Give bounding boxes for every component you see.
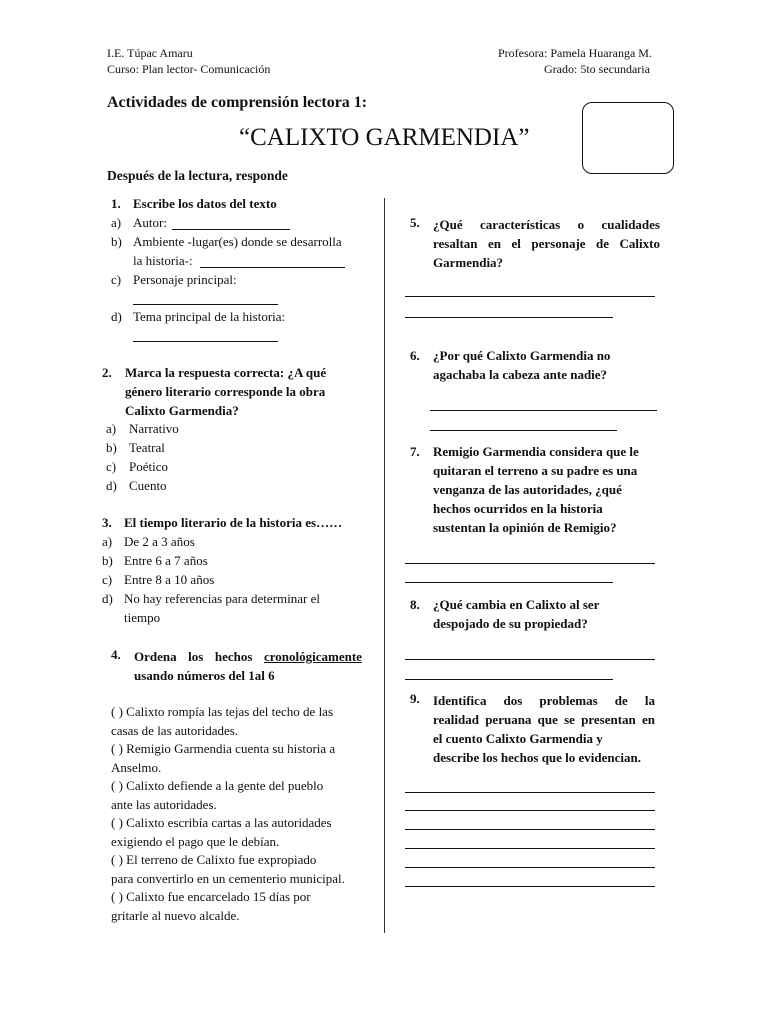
q5-word: personaje — [531, 236, 586, 251]
q7-number: 7. — [410, 444, 420, 459]
q8-text-1: ¿Qué cambia en Calixto al ser — [433, 597, 600, 612]
course-name: Curso: Plan lector- Comunicación — [107, 62, 271, 76]
answer-line[interactable] — [200, 267, 345, 268]
q3-option-letter: c) — [102, 572, 113, 587]
q5-word: de — [596, 236, 610, 251]
q7-text-5: sustentan la opinión de Remigio? — [433, 520, 617, 535]
q3-number: 3. — [102, 515, 112, 530]
q9-text-3: el cuento Calixto Garmendia y — [433, 731, 603, 746]
q5-word: cualidades — [601, 217, 660, 232]
order-item-cont: exigiendo el pago que le debían. — [111, 833, 280, 849]
order-item[interactable]: ( ) El terreno de Calixto fue expropiado — [111, 852, 317, 867]
column-divider — [384, 198, 385, 933]
answer-line[interactable] — [405, 848, 655, 849]
q5-text — [433, 215, 660, 272]
answer-line[interactable] — [133, 341, 278, 342]
answer-line[interactable] — [405, 563, 655, 564]
q4-word-underlined: cronológicamente — [264, 649, 362, 664]
q1-a-label: Autor: — [133, 215, 167, 230]
q6-text-2: agachaba la cabeza ante nadie? — [433, 367, 608, 382]
q3-text: El tiempo literario de la historia es…… — [124, 515, 343, 530]
q9-word: la — [644, 693, 655, 708]
q9-word: se — [564, 712, 575, 727]
q2-option-text[interactable]: Teatral — [129, 440, 165, 455]
order-item-cont: gritarle al nuevo alcalde. — [111, 907, 240, 923]
q2-option-letter: c) — [106, 459, 117, 474]
q4-word: los — [188, 649, 204, 664]
q3-option-text[interactable]: De 2 a 3 años — [124, 534, 195, 549]
q3-option-text[interactable]: No hay referencias para determinar el — [124, 591, 320, 606]
q2-text-2: género literario corresponde la obra — [125, 384, 326, 399]
answer-line[interactable] — [405, 317, 613, 318]
answer-line[interactable] — [405, 659, 655, 660]
q1-b-letter: b) — [111, 234, 122, 249]
q4-word: Ordena — [134, 649, 177, 664]
q5-word: en — [488, 236, 502, 251]
answer-line[interactable] — [405, 886, 655, 887]
answer-line[interactable] — [430, 410, 657, 411]
answer-line[interactable] — [405, 829, 655, 830]
order-item-cont: Anselmo. — [111, 759, 162, 775]
answer-line[interactable] — [405, 296, 655, 297]
q4-word: hechos — [214, 649, 253, 664]
q5-word: Calixto — [619, 236, 660, 251]
order-item[interactable]: ( ) Calixto rompía las tejas del techo de las — [111, 704, 334, 719]
q8-text-2: despojado de su propiedad? — [433, 616, 588, 631]
q9-text — [433, 691, 655, 767]
q4-items — [111, 703, 345, 925]
order-item-cont: casas de las autoridades. — [111, 722, 239, 738]
answer-line[interactable] — [133, 304, 278, 305]
q9-word: realidad — [433, 712, 479, 727]
answer-line[interactable] — [172, 229, 290, 230]
q2-number: 2. — [102, 365, 112, 380]
instruction-text: Después de la lectura, responde — [107, 168, 288, 183]
q2-option-text[interactable]: Narrativo — [129, 421, 179, 436]
q9-word: dos — [503, 693, 523, 708]
teacher-name: Profesora: Pamela Huaranga M. — [498, 46, 652, 60]
q2-text-1: Marca la respuesta correcta: ¿A qué — [125, 365, 327, 380]
q1-d-label: Tema principal de la historia: — [133, 309, 286, 324]
q2-text-3: Calixto Garmendia? — [125, 403, 239, 418]
school-name: I.E. Túpac Amaru — [107, 46, 193, 60]
q4-number: 4. — [111, 647, 121, 662]
q1-text: Escribe los datos del texto — [133, 196, 277, 211]
q5-word: el — [511, 236, 521, 251]
q4-text-2: usando números del 1al 6 — [134, 668, 275, 683]
q7-text-2: quitaran el terreno a su padre es una — [433, 463, 638, 478]
q2-option-text[interactable]: Cuento — [129, 478, 167, 493]
answer-line[interactable] — [405, 867, 655, 868]
q3-option-text[interactable]: Entre 6 a 7 años — [124, 553, 208, 568]
q8-number: 8. — [410, 597, 420, 612]
q9-word: que — [537, 712, 558, 727]
q9-text-4: describe los hechos que lo evidencian. — [433, 750, 642, 765]
q3-option-letter: a) — [102, 534, 113, 549]
q7-text-1: Remigio Garmendia considera que le — [433, 444, 639, 459]
q5-word: o — [577, 217, 585, 232]
order-item[interactable]: ( ) Calixto fue encarcelado 15 días por — [111, 889, 311, 904]
q1-d-letter: d) — [111, 309, 122, 324]
activity-title: Actividades de comprensión lectora 1: — [107, 94, 368, 111]
q6-text-1: ¿Por qué Calixto Garmendia no — [433, 348, 611, 363]
q9-word: presentan — [581, 712, 636, 727]
q4-text — [134, 647, 362, 685]
q2-option-text[interactable]: Poético — [129, 459, 168, 474]
q5-word: ¿Qué — [433, 217, 463, 232]
q5-word: características — [480, 217, 561, 232]
q9-word: en — [641, 712, 655, 727]
main-title: “CALIXTO GARMENDIA” — [239, 124, 530, 151]
q5-text-3: Garmendia? — [433, 255, 504, 270]
q5-number: 5. — [410, 215, 420, 230]
q9-number: 9. — [410, 691, 420, 706]
q3-option-letter: d) — [102, 591, 113, 606]
q7-text-3: venganza de las autoridades, ¿qué — [433, 482, 622, 497]
answer-line[interactable] — [405, 679, 613, 680]
q3-option-text[interactable]: Entre 8 a 10 años — [124, 572, 215, 587]
q2-option-letter: b) — [106, 440, 117, 455]
answer-line[interactable] — [405, 792, 655, 793]
q1-c-letter: c) — [111, 272, 122, 287]
q1-b-label-1: Ambiente -lugar(es) donde se desarrolla — [133, 234, 342, 249]
order-item-cont: para convertirlo en un cementerio municipal. — [111, 870, 345, 886]
answer-line[interactable] — [405, 810, 655, 811]
order-item-cont: ante las autoridades. — [111, 796, 217, 812]
q9-word: problemas — [539, 693, 598, 708]
order-item[interactable]: ( ) Calixto escribía cartas a las autoridades — [111, 815, 332, 830]
q1-number: 1. — [111, 196, 121, 211]
q6-number: 6. — [410, 348, 420, 363]
order-item[interactable]: ( ) Calixto defiende a la gente del pueblo — [111, 778, 324, 793]
grade-label: Grado: 5to secundaria — [544, 62, 650, 76]
q9-word: de — [614, 693, 628, 708]
q1-c-label: Personaje principal: — [133, 272, 237, 287]
order-item[interactable]: ( ) Remigio Garmendia cuenta su historia a — [111, 741, 336, 756]
q7-text-4: hechos ocurridos en la historia — [433, 501, 603, 516]
q2-option-letter: d) — [106, 478, 117, 493]
answer-line[interactable] — [405, 582, 613, 583]
q1-b-label-2: la historia-: — [133, 253, 193, 268]
q1-a-letter: a) — [111, 215, 122, 230]
q5-word: resaltan — [433, 236, 478, 251]
q9-word: Identifica — [433, 693, 487, 708]
answer-line[interactable] — [430, 430, 617, 431]
q2-option-letter: a) — [106, 421, 117, 436]
q3-option-text-cont: tiempo — [124, 610, 161, 625]
q3-option-letter: b) — [102, 553, 113, 568]
grade-box — [582, 102, 674, 174]
q9-word: peruana — [485, 712, 532, 727]
